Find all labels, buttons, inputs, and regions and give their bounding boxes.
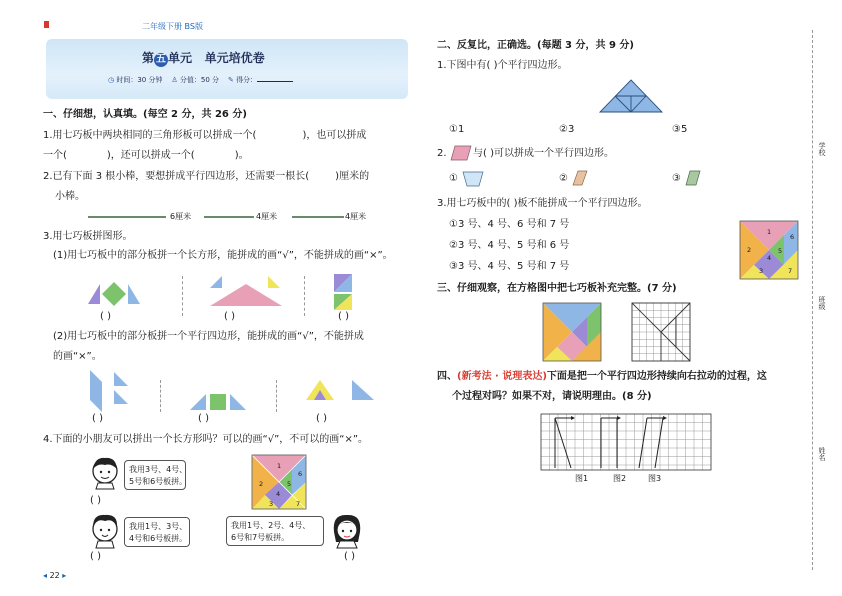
bubble-2-line2: 4号和6号板拼。	[129, 534, 188, 543]
tan-left-n7: 7	[296, 500, 301, 508]
page-number: 22	[49, 571, 60, 580]
q4-heading: 4.下面的小朋友可以拼出一个长方形吗？可以的画“√”，不可以的画“×”。	[43, 434, 369, 445]
bubble-3-line1: 我用1号、2号、4号、	[231, 521, 311, 530]
speech-bubble-2	[124, 517, 190, 547]
q1-text-e: )。	[234, 150, 249, 161]
q2-text-b: )厘米的	[335, 171, 370, 182]
q3-1-figure-a	[88, 280, 158, 306]
q4-paren-1[interactable]: ( )	[90, 495, 101, 506]
divider-3	[160, 380, 161, 412]
title-main: 单元培优卷	[204, 51, 265, 65]
tan-left-n4: 4	[276, 490, 281, 498]
s2-q1-figure	[598, 78, 664, 114]
child-avatar-2	[88, 512, 122, 548]
q3-1-figure-b	[208, 274, 284, 310]
s2-q2-shape	[450, 145, 472, 161]
s2-q2-option-1-shape	[462, 171, 484, 187]
s2-q2-option-3-shape	[685, 170, 701, 186]
tan-left-n1: 1	[277, 462, 282, 470]
s4-heading-text: 下面是把一个平行四边形持续向右拉动的过程，这	[546, 371, 767, 382]
section3-heading: 三、仔细观察，在方格图中把七巧板补充完整。(7 分)	[437, 283, 677, 294]
section1-heading: 一、仔细想，认真填。(每空 2 分，共 26 分)	[43, 109, 247, 120]
banner-info	[108, 75, 293, 85]
s2-q3: 3.用七巧板中的( )板不能拼成一个平行四边形。	[437, 198, 648, 209]
s2-q3-option-1[interactable]: ①3 号、4 号、6 号和 7 号	[449, 219, 570, 230]
tan-left-n6: 6	[298, 470, 303, 478]
tan-left-n3: 3	[269, 500, 274, 508]
q3-1-paren-b[interactable]: ( )	[224, 311, 235, 322]
divider-2	[304, 276, 305, 316]
stick-3	[292, 216, 344, 218]
s2-q1-option-1[interactable]: ①1	[449, 124, 465, 135]
stick-1-label: 6厘米	[170, 212, 192, 221]
clock-icon: ◷	[108, 76, 115, 84]
s4-grid-figure	[541, 414, 711, 470]
tan-right-n3: 3	[759, 267, 764, 275]
footer-page	[43, 569, 66, 582]
tan-right-n5: 5	[778, 247, 783, 255]
bubble-2-line1: 我用1号、3号、	[129, 522, 188, 531]
side-label-school: 学校	[818, 142, 826, 156]
stick-3-label: 4厘米	[345, 212, 367, 221]
bubble-1-line2: 5号和6号板拼。	[129, 477, 188, 486]
corner-mark	[44, 21, 49, 28]
title-prefix: 第	[142, 51, 155, 65]
q4-paren-2[interactable]: ( )	[90, 551, 101, 562]
tan-right-n4: 4	[767, 254, 772, 262]
tan-right-n7: 7	[788, 267, 793, 275]
q3-2-paren-c[interactable]: ( )	[316, 413, 327, 424]
q3-2-figure-c	[304, 374, 376, 402]
s4-tag: (新考法 · 说理表达)	[457, 371, 547, 382]
tan-right-n1: 1	[767, 228, 772, 236]
s2-q2-option-2[interactable]: ②	[559, 173, 568, 184]
s2-q2-option-2-shape	[572, 170, 588, 186]
s2-q1-option-3[interactable]: ③5	[672, 124, 688, 135]
s2-q3-option-3[interactable]: ③3 号、4 号、5 号和 7 号	[449, 261, 570, 272]
grade-label: 二年级下册 BS版	[142, 22, 203, 31]
time-label: 时间：30 分钟	[116, 76, 163, 84]
unit-title	[142, 49, 265, 67]
s2-q3-option-2[interactable]: ②3 号、4 号、5 号和 6 号	[449, 240, 570, 251]
stick-2	[204, 216, 254, 218]
tan-right-n6: 6	[790, 233, 795, 241]
q3-2-paren-b[interactable]: ( )	[198, 413, 209, 424]
child-avatar-3	[330, 512, 364, 548]
q3-2-text-a: (2)用七巧板中的部分板拼一个平行四边形，能拼成的画“√”，不能拼成	[53, 331, 364, 342]
s2-q1-option-2[interactable]: ②3	[559, 124, 575, 135]
s3-tangram	[543, 303, 601, 361]
tan-left-n2: 2	[259, 480, 264, 488]
q1-text-c: 一个(	[43, 150, 67, 161]
q3-1-paren-a[interactable]: ( )	[100, 311, 111, 322]
side-label-class: 班级	[818, 296, 826, 310]
s2-q2-option-1[interactable]: ①	[449, 173, 458, 184]
earned-blank[interactable]	[257, 81, 293, 82]
title-suffix: 单元	[168, 51, 193, 65]
s3-answer-grid[interactable]	[632, 303, 690, 361]
tan-left-n5: 5	[287, 480, 292, 488]
s4-line2: 个过程对吗？如果不对，请说明理由。(8 分)	[452, 391, 652, 402]
q1-text-b: )，也可以拼成	[302, 130, 367, 141]
child-avatar-1	[88, 455, 122, 489]
speech-bubble-1	[124, 460, 186, 490]
next-page-icon[interactable]: ▸	[62, 571, 67, 580]
q1-line2	[43, 149, 249, 162]
q3-1-text: (1)用七巧板中的部分板拼一个长方形，能拼成的画“√”，不能拼成的画“×”。	[53, 250, 393, 261]
s2-q2-prefix: 2.	[437, 148, 447, 159]
bubble-1-line1: 我用3号、4号、	[129, 465, 188, 474]
s4-heading-prefix: 四、	[437, 371, 457, 382]
q2-text-a: 2.已有下面 3 根小棒，要想拼成平行四边形，还需要一根长(	[43, 171, 310, 182]
bubble-3-line2: 6号和7号板拼。	[231, 533, 290, 542]
q3-2-text-b: 的画“×”。	[53, 351, 102, 362]
s2-q2-text: 与( )可以拼成一个平行四边形。	[473, 148, 614, 159]
stick-1	[88, 216, 166, 218]
score-label: 分值：50 分	[179, 76, 220, 84]
q2-line2: 小棒。	[55, 191, 85, 202]
q4-paren-3[interactable]: ( )	[344, 551, 355, 562]
q3-1-paren-c[interactable]: ( )	[338, 311, 349, 322]
tan-right-n2: 2	[747, 246, 752, 254]
q3-heading: 3.用七巧板拼图形。	[43, 231, 133, 242]
q3-2-paren-a[interactable]: ( )	[92, 413, 103, 424]
unit-number-badge: 五	[156, 54, 167, 65]
pencil-icon: ✎	[227, 76, 234, 84]
q3-1-figure-c	[332, 272, 372, 312]
q1-text-d: )，还可以拼成一个(	[106, 150, 195, 161]
earned-label: 得分：	[236, 76, 258, 84]
side-label-name: 姓名	[818, 447, 826, 461]
q2-line1	[43, 170, 369, 183]
q1-text-a: 1.用七巧板中两块相同的三角形板可以拼成一个(	[43, 130, 257, 141]
divider-4	[276, 380, 277, 412]
fig-label-3: 图3	[648, 474, 662, 483]
divider-1	[182, 276, 183, 316]
q1-line1	[43, 129, 366, 142]
title-banner	[46, 39, 408, 99]
q3-2-figure-a	[88, 368, 134, 414]
s2-q2-option-3[interactable]: ③	[672, 173, 681, 184]
prev-page-icon[interactable]: ◂	[43, 571, 48, 580]
s4-heading	[437, 370, 767, 383]
fig-label-1: 图1	[575, 474, 589, 483]
s2-q1: 1.下图中有( )个平行四边形。	[437, 60, 568, 71]
stick-2-label: 4厘米	[256, 212, 278, 221]
person-icon: ♙	[171, 76, 178, 84]
section2-heading: 二、反复比，正确选。(每题 3 分，共 9 分)	[437, 40, 634, 51]
speech-bubble-3	[226, 516, 324, 546]
fig-label-2: 图2	[613, 474, 627, 483]
side-margin-line	[812, 30, 813, 570]
q3-2-figure-b	[188, 390, 252, 412]
